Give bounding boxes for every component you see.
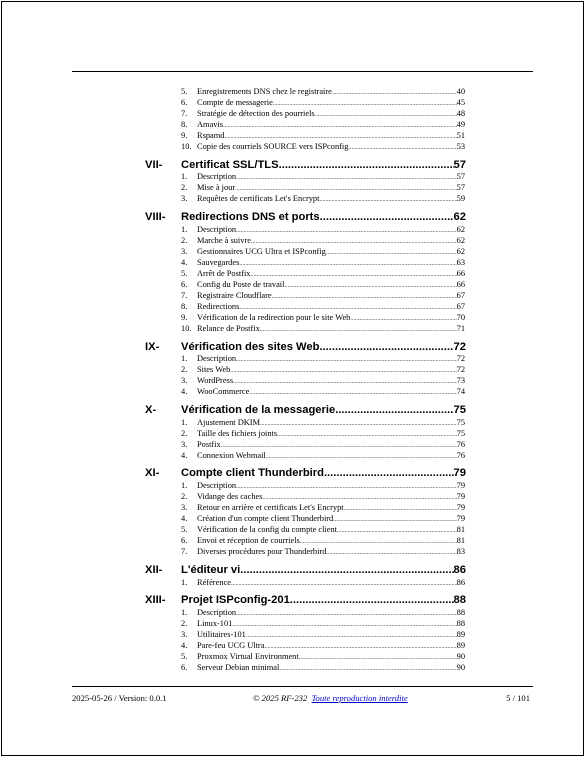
- toc-entry-title: Utilitaires-101: [197, 630, 246, 639]
- toc-entry-title: Redirections DNS et ports: [181, 211, 320, 223]
- toc-entry-number: 1.: [181, 172, 188, 181]
- toc-entry-page: 89: [456, 630, 465, 639]
- toc-entry-title: Compte client Thunderbird: [181, 467, 324, 479]
- toc-entry-title: Pare-feu UCG Ultra: [197, 641, 265, 650]
- toc-entry-page: 90: [456, 652, 465, 661]
- toc-entry-title: Diverses procédures pour Thunderbird: [197, 547, 327, 556]
- toc-entry-number: 9.: [181, 131, 188, 140]
- toc-entry-number: X-: [145, 404, 157, 416]
- header-rule: [72, 71, 533, 72]
- toc-section-entry[interactable]: [181, 577, 465, 588]
- toc-section-entry[interactable]: [181, 97, 465, 108]
- toc-section-entry[interactable]: [181, 386, 465, 397]
- toc-entry-page: 62: [453, 211, 466, 223]
- toc-entry-title: Sites Web: [197, 365, 231, 374]
- toc-entry-number: 8.: [181, 302, 188, 311]
- toc-entry-page: 79: [453, 467, 466, 479]
- toc-entry-page: 66: [456, 269, 465, 278]
- toc-section-entry[interactable]: [181, 193, 465, 204]
- toc-section-entry[interactable]: [181, 171, 465, 182]
- toc-entry-page: 57: [453, 159, 466, 171]
- toc-entry-title: Gestionnaires UCG Ultra et ISPconfig: [197, 247, 326, 256]
- toc-entry-title: Projet ISPconfig-201: [181, 594, 290, 606]
- toc-section-entry[interactable]: [181, 502, 465, 513]
- toc-entry-number: 1.: [181, 354, 188, 363]
- toc-entry-page: 83: [456, 547, 465, 556]
- toc-entry-page: 81: [456, 525, 465, 534]
- toc-section-entry[interactable]: [181, 108, 465, 119]
- toc-section-entry[interactable]: [181, 301, 465, 312]
- toc-entry-title: Création d'un compte client Thunderbird: [197, 514, 334, 523]
- toc-dot-leader: [319, 340, 453, 354]
- toc-dot-leader: [324, 466, 454, 480]
- toc-section-entry[interactable]: [181, 524, 465, 535]
- toc-entry-title: Marche à suivre: [197, 236, 251, 245]
- toc-section-entry[interactable]: [181, 86, 465, 97]
- toc-entry-title: Certificat SSL/TLS: [181, 159, 279, 171]
- toc-section-entry[interactable]: [181, 279, 465, 290]
- toc-entry-page: 72: [456, 365, 465, 374]
- toc-entry-title: Arrêt de Postfix: [197, 269, 251, 278]
- toc-entry-number: 9.: [181, 313, 188, 322]
- toc-entry-title: Description: [197, 481, 237, 490]
- toc-entry-number: 6.: [181, 536, 188, 545]
- toc-section-entry[interactable]: [181, 439, 465, 450]
- toc-entry-number: 3.: [181, 503, 188, 512]
- toc-entry-title: Config du Poste de travail: [197, 280, 285, 289]
- toc-section-entry[interactable]: [181, 417, 465, 428]
- toc-dot-leader: [249, 388, 456, 399]
- toc-entry-number: 1.: [181, 225, 188, 234]
- toc-entry-title: Requêtes de certificats Let's Encrypt: [197, 194, 320, 203]
- toc-section-entry[interactable]: [181, 480, 465, 491]
- toc-chapter-entry[interactable]: [145, 403, 466, 417]
- toc-entry-number: 2.: [181, 429, 188, 438]
- toc-entry-title: Vérification de la config du compte client: [197, 525, 337, 534]
- toc-entry-number: 2.: [181, 365, 188, 374]
- toc-entry-number: 6.: [181, 280, 188, 289]
- toc-entry-page: 76: [456, 451, 465, 460]
- toc-entry-page: 67: [456, 291, 465, 300]
- toc-entry-title: Proxmox Virtual Environment: [197, 652, 299, 661]
- toc-entry-number: 3.: [181, 376, 188, 385]
- toc-entry-title: Postfix: [197, 440, 221, 449]
- toc-entry-number: XI-: [145, 467, 160, 479]
- toc-section-entry[interactable]: [181, 268, 465, 279]
- toc-entry-number: XII-: [145, 564, 163, 576]
- toc-chapter-entry[interactable]: [145, 340, 466, 354]
- toc-entry-number: 5.: [181, 87, 188, 96]
- toc-section-entry[interactable]: [181, 312, 465, 323]
- toc-entry-title: WordPress: [197, 376, 234, 385]
- toc-entry-number: 3.: [181, 630, 188, 639]
- toc-entry-number: IX-: [145, 341, 160, 353]
- toc-entry-title: Envoi et réception de courriels: [197, 536, 300, 545]
- toc-entry-page: 79: [456, 481, 465, 490]
- toc-section-entry[interactable]: [181, 130, 465, 141]
- toc-section-entry[interactable]: [181, 290, 465, 301]
- toc-chapter-entry[interactable]: [145, 593, 466, 607]
- toc-entry-number: XIII-: [145, 594, 166, 606]
- toc-section-entry[interactable]: [181, 246, 465, 257]
- toc-entry-title: L'éditeur vi: [181, 564, 241, 576]
- toc-entry-title: Amavis: [197, 120, 224, 129]
- toc-chapter-entry[interactable]: [145, 158, 466, 172]
- toc-entry-number: 1.: [181, 578, 188, 587]
- document-page: [1, 1, 584, 756]
- toc-entry-title: Linux-101: [197, 619, 233, 628]
- toc-dot-leader: [319, 195, 456, 206]
- toc-dot-leader: [348, 143, 456, 154]
- toc-entry-page: 59: [456, 194, 465, 203]
- toc-entry-title: Mise à jour: [197, 183, 236, 192]
- toc-entry-number: 1.: [181, 481, 188, 490]
- toc-entry-title: Description: [197, 172, 237, 181]
- toc-dot-leader: [320, 210, 454, 224]
- toc-entry-page: 79: [456, 503, 465, 512]
- toc-entry-title: Enregistrements DNS chez le registraire: [197, 87, 332, 96]
- toc-entry-title: Sauvegardes: [197, 258, 240, 267]
- toc-entry-number: 4.: [181, 451, 188, 460]
- toc-section-entry[interactable]: [181, 662, 465, 673]
- toc-entry-page: 75: [456, 418, 465, 427]
- toc-entry-page: 40: [456, 87, 465, 96]
- toc-entry-number: 4.: [181, 641, 188, 650]
- toc-entry-title: Serveur Debian minimal: [197, 663, 280, 672]
- toc-entry-page: 70: [456, 313, 465, 322]
- toc-section-entry[interactable]: [181, 182, 465, 193]
- toc-entry-title: Description: [197, 608, 237, 617]
- toc-entry-number: 7.: [181, 291, 188, 300]
- toc-entry-page: 88: [456, 608, 465, 617]
- toc-entry-number: 6.: [181, 98, 188, 107]
- toc-entry-number: 3.: [181, 194, 188, 203]
- toc-entry-page: 62: [456, 247, 465, 256]
- toc-entry-number: 5.: [181, 269, 188, 278]
- toc-entry-page: 63: [456, 258, 465, 267]
- toc-entry-title: Référence: [197, 578, 231, 587]
- footer-reproduction-notice[interactable]: Toute reproduction interdite: [311, 693, 408, 703]
- toc-entry-title: Compte de messagerie: [197, 98, 273, 107]
- footer-page-count: 5 / 101: [506, 693, 530, 703]
- toc-entry-page: 48: [456, 109, 465, 118]
- toc-entry-number: 6.: [181, 663, 188, 672]
- toc-entry-title: Vérification de la messagerie: [181, 404, 336, 416]
- toc-entry-page: 72: [456, 354, 465, 363]
- toc-entry-page: 75: [453, 404, 466, 416]
- toc-dot-leader: [279, 664, 456, 675]
- toc-entry-page: 89: [456, 641, 465, 650]
- toc-section-entry[interactable]: [181, 651, 465, 662]
- toc-section-entry[interactable]: [181, 364, 465, 375]
- toc-dot-leader: [279, 158, 454, 172]
- toc-section-entry[interactable]: [181, 375, 465, 386]
- toc-entry-number: 4.: [181, 387, 188, 396]
- toc-entry-number: 3.: [181, 247, 188, 256]
- toc-entry-title: Description: [197, 225, 237, 234]
- toc-dot-leader: [290, 593, 454, 607]
- toc-section-entry[interactable]: [181, 235, 465, 246]
- toc-entry-title: Ajustement DKIM: [197, 418, 261, 427]
- toc-dot-leader: [231, 579, 457, 590]
- toc-section-entry[interactable]: [181, 640, 465, 651]
- toc-entry-page: 74: [456, 387, 465, 396]
- toc-entry-number: 5.: [181, 525, 188, 534]
- toc-chapter-entry[interactable]: [145, 210, 466, 224]
- toc-entry-page: 88: [456, 619, 465, 628]
- toc-section-entry[interactable]: [181, 629, 465, 640]
- toc-section-entry[interactable]: [181, 224, 465, 235]
- toc-entry-number: 3.: [181, 440, 188, 449]
- toc-entry-number: 5.: [181, 652, 188, 661]
- toc-section-entry[interactable]: [181, 513, 465, 524]
- toc-entry-title: Vérification des sites Web: [181, 341, 320, 353]
- toc-entry-number: 2.: [181, 619, 188, 628]
- toc-section-entry[interactable]: [181, 428, 465, 439]
- toc-entry-page: 86: [453, 564, 466, 576]
- toc-entry-title: Copie des courriels SOURCE vers ISPconfig: [197, 142, 349, 151]
- toc-entry-page: 45: [456, 98, 465, 107]
- toc-entry-page: 90: [456, 663, 465, 672]
- toc-entry-title: Vidange des caches: [197, 492, 263, 501]
- toc-entry-page: 51: [456, 131, 465, 140]
- toc-entry-page: 79: [456, 514, 465, 523]
- footer-date-version: 2025-05-26 / Version: 0.0.1: [72, 693, 167, 703]
- toc-section-entry[interactable]: [181, 119, 465, 130]
- toc-section-entry[interactable]: [181, 141, 465, 152]
- toc-entry-title: Vérification de la redirection pour le site Web: [197, 313, 351, 322]
- toc-entry-number: VIII-: [145, 211, 166, 223]
- toc-entry-number: 10.: [181, 324, 192, 333]
- toc-entry-title: Registraire Cloudflare: [197, 291, 272, 300]
- toc-entry-number: 1.: [181, 418, 188, 427]
- toc-dot-leader: [335, 403, 453, 417]
- toc-entry-number: 4.: [181, 258, 188, 267]
- toc-entry-number: 10.: [181, 142, 192, 151]
- toc-entry-number: 7.: [181, 109, 188, 118]
- toc-entry-page: 49: [456, 120, 465, 129]
- toc-entry-page: 75: [456, 429, 465, 438]
- toc-entry-page: 53: [456, 142, 465, 151]
- toc-section-entry[interactable]: [181, 353, 465, 364]
- toc-entry-title: WooCommerce: [197, 387, 250, 396]
- toc-entry-title: Description: [197, 354, 237, 363]
- toc-section-entry[interactable]: [181, 450, 465, 461]
- toc-entry-page: 76: [456, 440, 465, 449]
- toc-dot-leader: [266, 452, 457, 463]
- toc-entry-page: 88: [453, 594, 466, 606]
- toc-dot-leader: [260, 325, 457, 336]
- toc-entry-page: 81: [456, 536, 465, 545]
- toc-entry-number: VII-: [145, 159, 163, 171]
- toc-entry-page: 79: [456, 492, 465, 501]
- toc-entry-page: 71: [456, 324, 465, 333]
- toc-entry-number: 2.: [181, 236, 188, 245]
- toc-entry-page: 57: [456, 172, 465, 181]
- toc-entry-title: Redirections: [197, 302, 240, 311]
- toc-entry-title: Taille des fichiers joints: [197, 429, 278, 438]
- toc-entry-title: Relance de Postfix: [197, 324, 260, 333]
- toc-entry-number: 2.: [181, 492, 188, 501]
- footer-copyright-block: [253, 693, 408, 704]
- toc-chapter-entry[interactable]: [145, 563, 466, 577]
- toc-section-entry[interactable]: [181, 491, 465, 502]
- toc-entry-page: 73: [456, 376, 465, 385]
- toc-entry-number: 1.: [181, 608, 188, 617]
- toc-entry-page: 67: [456, 302, 465, 311]
- toc-entry-number: 7.: [181, 547, 188, 556]
- toc-entry-page: 62: [456, 236, 465, 245]
- toc-dot-leader: [240, 563, 453, 577]
- toc-section-entry[interactable]: [181, 323, 465, 334]
- toc-section-entry[interactable]: [181, 535, 465, 546]
- toc-section-entry[interactable]: [181, 257, 465, 268]
- toc-entry-page: 57: [456, 183, 465, 192]
- toc-entry-number: 8.: [181, 120, 188, 129]
- toc-section-entry[interactable]: [181, 607, 465, 618]
- toc-section-entry[interactable]: [181, 546, 465, 557]
- toc-entry-page: 66: [456, 280, 465, 289]
- toc-entry-title: Connexion Webmail: [197, 451, 266, 460]
- toc-entry-page: 62: [456, 225, 465, 234]
- toc-section-entry[interactable]: [181, 618, 465, 629]
- toc-entry-title: Retour en arrière et certificats Let's Encrypt: [197, 503, 344, 512]
- footer-copyright: © 2025 RF-232: [253, 693, 308, 703]
- toc-entry-title: Stratégie de détection des pourriels: [197, 109, 315, 118]
- toc-entry-page: 86: [456, 578, 465, 587]
- toc-entry-title: Rspamd: [197, 131, 225, 140]
- toc-dot-leader: [326, 548, 456, 559]
- toc-entry-page: 72: [453, 341, 466, 353]
- toc-entry-number: 4.: [181, 514, 188, 523]
- toc-chapter-entry[interactable]: [145, 466, 466, 480]
- footer-rule: [72, 686, 533, 687]
- toc-entry-number: 2.: [181, 183, 188, 192]
